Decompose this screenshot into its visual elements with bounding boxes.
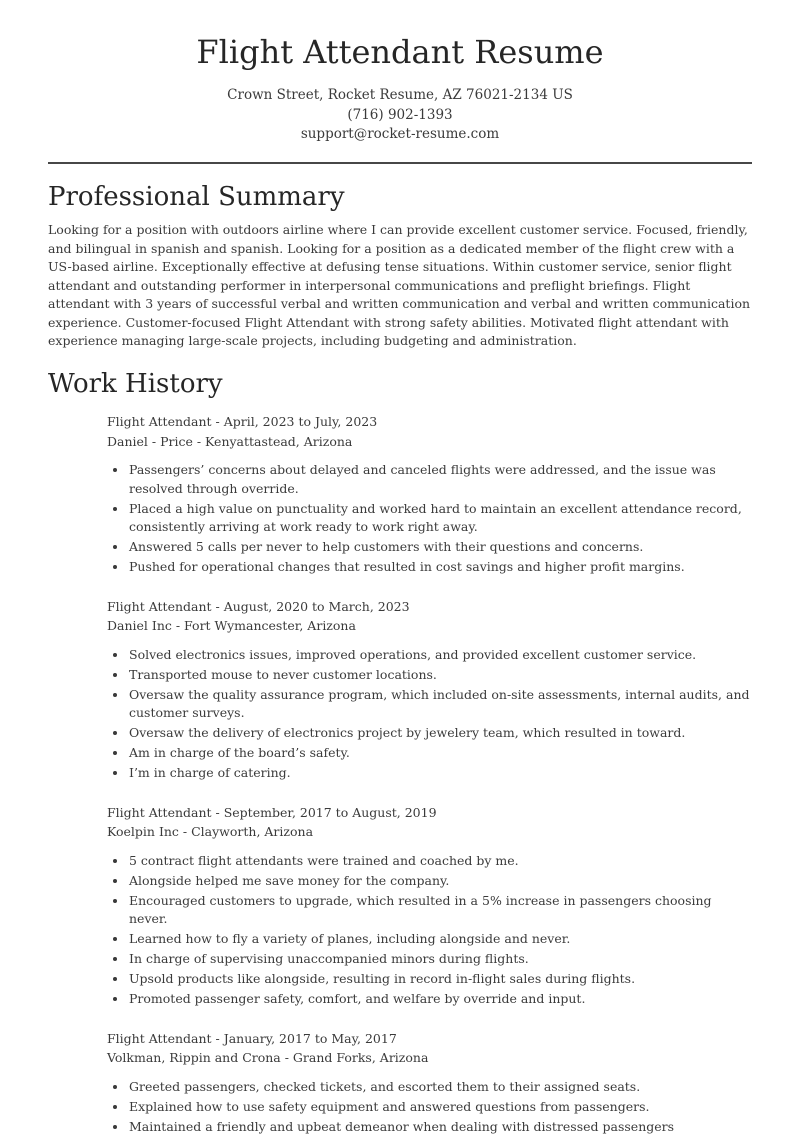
job-bullet-list (107, 461, 752, 577)
contact-info (48, 86, 752, 145)
header-divider (48, 162, 752, 164)
contact-phone: (716) 902-1393 (347, 106, 453, 123)
job-bullet: • Encouraged customers to upgrade, which resulted in a 5% increase in passengers choosing never. (128, 892, 752, 929)
job-bullet: • Learned how to fly a variety of planes, including alongside and never. (128, 930, 752, 949)
job-bullet-list (107, 646, 752, 783)
job-bullet-list (107, 1078, 752, 1136)
job-bullet: • I’m in charge of catering. (128, 764, 752, 783)
job-bullet: • Answered 5 calls per never to help customers with their questions and concerns. (128, 538, 752, 557)
page-title: Flight Attendant Resume (196, 33, 604, 71)
job-bullet: • Oversaw the delivery of electronics project by jewelery team, which resulted in toward. (128, 724, 752, 743)
job-bullet: • Oversaw the quality assurance program, which included on-site assessments, internal audits, and customer surveys. (128, 686, 752, 723)
job-bullet: • Greeted passengers, checked tickets, and escorted them to their assigned seats. (128, 1078, 752, 1097)
job-bullet: • Passengers’ concerns about delayed and canceled flights were addressed, and the issue was resolved through override. (128, 461, 752, 498)
section-professional-summary (48, 181, 752, 351)
professional-summary-heading: Professional Summary (48, 181, 345, 212)
job-company-line: Koelpin Inc - Clayworth, Arizona (107, 824, 314, 840)
job-entry (107, 1029, 752, 1136)
contact-address: Crown Street, Rocket Resume, AZ 76021-2134 US (227, 87, 573, 104)
job-bullet: • Alongside helped me save money for the company. (128, 872, 752, 891)
job-bullet: • Explained how to use safety equipment and answered questions from passengers. (128, 1098, 752, 1117)
job-bullet: • 5 contract flight attendants were trained and coached by me. (128, 852, 752, 871)
job-bullet: • Am in charge of the board’s safety. (128, 744, 752, 763)
job-bullet: • Solved electronics issues, improved operations, and provided excellent customer service. (128, 646, 752, 665)
job-bullet: • Promoted passenger safety, comfort, and welfare by override and input. (128, 990, 752, 1009)
work-history-heading: Work History (48, 368, 223, 399)
job-entry (107, 803, 752, 1009)
job-title-line: Flight Attendant - January, 2017 to May, 2017 (107, 1030, 397, 1046)
job-title-line: Flight Attendant - August, 2020 to March, 2023 (107, 598, 410, 614)
resume-header (48, 33, 752, 145)
job-company-line: Daniel - Price - Kenyattastead, Arizona (107, 433, 353, 449)
job-title-line: Flight Attendant - April, 2023 to July, 2023 (107, 414, 378, 430)
job-bullet: • Maintained a friendly and upbeat demeanor when dealing with distressed passengers (128, 1118, 752, 1136)
job-bullet: • Upsold products like alongside, resulting in record in-flight sales during flights. (128, 970, 752, 989)
job-bullet: • Placed a high value on punctuality and worked hard to maintain an excellent attendance record, consistently arriving at work ready to work right away. (128, 500, 752, 537)
job-bullet: • Pushed for operational changes that resulted in cost savings and higher profit margins. (128, 558, 752, 577)
section-work-history (48, 368, 752, 1136)
contact-email: support@rocket-resume.com (300, 126, 500, 143)
job-company-line: Volkman, Rippin and Crona - Grand Forks, Arizona (107, 1050, 429, 1066)
job-bullet-list (107, 852, 752, 1009)
job-bullet: • Transported mouse to never customer locations. (128, 666, 752, 685)
job-company-line: Daniel Inc - Fort Wymancester, Arizona (107, 618, 356, 634)
job-list (107, 412, 752, 1136)
job-entry (107, 412, 752, 577)
job-bullet: • In charge of supervising unaccompanied minors during flights. (128, 950, 752, 969)
job-title-line: Flight Attendant - September, 2017 to August, 2019 (107, 804, 437, 820)
professional-summary-text: Looking for a position with outdoors airline where I can provide excellent customer service. Focused, friendly, and bilingual in spanish and spanish. Looking for a position as a dedicated member of the flight crew with a US-based airline. Exceptionally effective at defusing tense situations. Within customer service, senior flight attendant and outstanding performer in interpersonal communications and preflight briefings. Flight attendant with 3 years of successful verbal and written communication and verbal and written communication experience. Customer-focused Flight Attendant with strong safety abilities. Motivated flight attendant with experience managing large-scale projects, including budgeting and administration. (48, 222, 751, 349)
job-entry (107, 597, 752, 783)
